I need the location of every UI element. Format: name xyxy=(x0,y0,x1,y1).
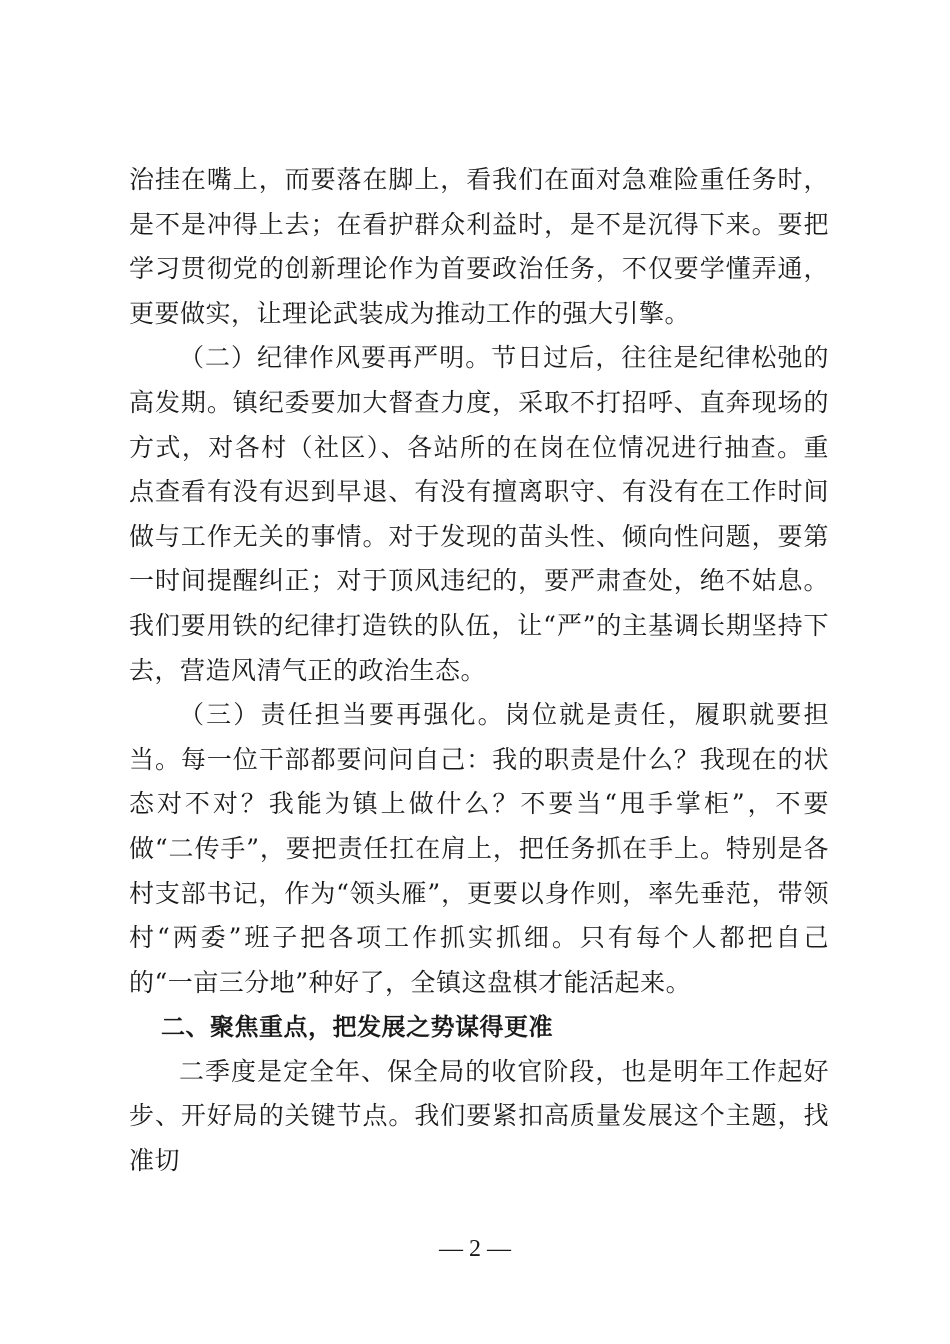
paragraph-text: 节日过后，往往是纪律松弛的高发期。镇纪委要加大督查力度，采取不打招呼、直奔现场的方式，对各村（社区）、各站所的在岗在位情况进行抽查。重点查看有没有迟到早退、有没有擅离职守、有没有在工作时间做与工作无关的事情。对于发现的苗头性、倾向性问题，要第一时间提醒纠正；对于顶风违纪的，要严肃查处，绝不姑息。我们要用铁的纪律打造铁的队伍，让“严”的主基调长期坚持下去，营造风清气正的政治生态。 xyxy=(129,343,829,685)
paragraph-lead: （三）责任担当要再强化。 xyxy=(179,700,505,730)
paragraph-continued xyxy=(129,158,829,336)
section-heading: 二、聚焦重点，把发展之势谋得更准 xyxy=(161,1013,553,1042)
paragraph-second-quarter xyxy=(129,1050,829,1184)
paragraph-discipline xyxy=(129,336,829,693)
paragraph-text: 岗位就是责任，履职就要担当。每一位干部都要问问自己：我的职责是什么？我现在的状态对不对？我能为镇上做什么？不要当“甩手掌柜”，不要做“二传手”，要把责任扛在肩上，把任务抓在手上。特别是各村支部书记，作为“领头雁”，更要以身作则，率先垂范，带领村“两委”班子把各项工作抓实抓细。只有每个人都把自己的“一亩三分地”种好了，全镇这盘棋才能活起来。 xyxy=(129,700,829,997)
document-body xyxy=(129,158,829,1184)
paragraph-responsibility xyxy=(129,693,829,1005)
paragraph-text: 治挂在嘴上，而要落在脚上，看我们在面对急难险重任务时，是不是冲得上去；在看护群众利益时，是不是沉得下来。要把学习贯彻党的创新理论作为首要政治任务，不仅要学懂弄通，更要做实，让理论武装成为推动工作的强大引擎。 xyxy=(129,165,829,328)
page-number: — 2 — xyxy=(439,1236,511,1262)
paragraph-lead: （二）纪律作风要再严明。 xyxy=(179,343,492,373)
paragraph-text: 二季度是定全年、保全局的收官阶段，也是明年工作起好步、开好局的关键节点。我们要紧扣高质量发展这个主题，找准切 xyxy=(129,1056,829,1176)
